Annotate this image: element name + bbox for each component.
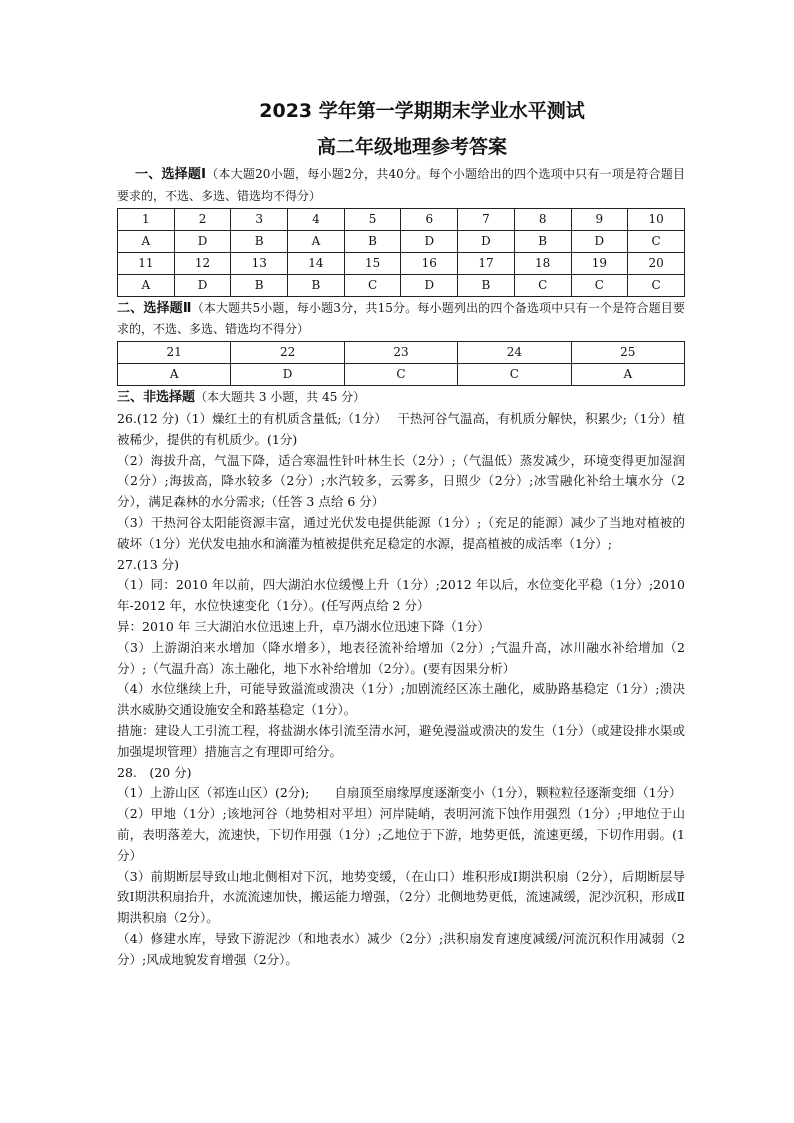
table-cell: 20 bbox=[628, 252, 685, 274]
table-cell: C bbox=[514, 274, 571, 296]
document-title: 2023 学年第一学期期末学业水平测试 bbox=[259, 100, 585, 122]
table-cell: 17 bbox=[458, 252, 515, 274]
section3-heading: 三、非选择题 bbox=[117, 390, 196, 406]
answer-content bbox=[117, 164, 685, 971]
table-cell: 9 bbox=[571, 208, 628, 230]
table-cell: D bbox=[571, 230, 628, 252]
answer-paragraph: 措施：建设人工引流工程，将盐湖水体引流至清水河，避免漫溢或溃决的发生（1分）（或建设排水渠或加强堤坝管理）措施言之有理即可给分。 bbox=[117, 722, 685, 759]
table-cell: 7 bbox=[458, 208, 515, 230]
table-cell: 8 bbox=[514, 208, 571, 230]
table-cell: B bbox=[458, 274, 515, 296]
table-cell: 18 bbox=[514, 252, 571, 274]
answer-paragraph: 27.(13 分) bbox=[117, 556, 180, 572]
answer-paragraph: 26.(12 分)（1）燥红土的有机质含量低;（1分） 干热河谷气温高，有机质分解快，积累少;（1分）植被稀少，提供的有机质少。(1分) bbox=[117, 410, 685, 447]
table-cell: B bbox=[231, 274, 288, 296]
table-cell: C bbox=[458, 364, 571, 386]
table-cell: 3 bbox=[231, 208, 288, 230]
table-cell: 19 bbox=[571, 252, 628, 274]
table-cell: 10 bbox=[628, 208, 685, 230]
document-subtitle: 高二年级地理参考答案 bbox=[316, 136, 507, 158]
answer-paragraph: （3）上游湖泊来水增加（降水增多），地表径流补给增加（2分）;气温升高，冰川融水补给增加（2分）;（气温升高）冻土融化，地下水补给增加（2分）。(要有因果分析） bbox=[117, 639, 685, 676]
table-cell: 12 bbox=[174, 252, 231, 274]
section2-heading: 二、选择题Ⅱ bbox=[117, 300, 192, 316]
table-row bbox=[118, 274, 685, 296]
table-cell: B bbox=[231, 230, 288, 252]
answer-paragraph: （4）修建水库，导致下游泥沙（和地表水）减少（2分）;洪积扇发育速度减缓/河流沉积作用减弱（2分）;风成地貌发育增强（2分）。 bbox=[117, 930, 685, 967]
table-cell: A bbox=[118, 364, 231, 386]
answer-paragraph: （1）上游山区（祁连山区）(2分); 自扇顶至扇缘厚度逐渐变小（1分），颗粒粒径逐渐变细（1分） bbox=[117, 785, 682, 801]
answer-paragraphs bbox=[117, 409, 685, 971]
table-row bbox=[118, 342, 685, 364]
table-cell: D bbox=[458, 230, 515, 252]
table-cell: C bbox=[344, 274, 401, 296]
answer-paragraph: 异：2010 年 三大湖泊水位迅速上升，卓乃湖水位迅速下降（1分） bbox=[117, 618, 490, 634]
table-cell: D bbox=[401, 230, 458, 252]
answer-paragraph: （3）干热河谷太阳能资源丰富，通过光伏发电提供能源（1分）;（充足的能源）减少了当地对植被的破坏（1分）光伏发电抽水和滴灌为植被提供充足稳定的水源，提高植被的成活率（1分）; bbox=[117, 514, 685, 551]
table-cell: A bbox=[118, 274, 175, 296]
table-cell: 15 bbox=[344, 252, 401, 274]
table-cell: 21 bbox=[118, 342, 231, 364]
table-cell: C bbox=[628, 274, 685, 296]
table-cell: 23 bbox=[344, 342, 457, 364]
table-row bbox=[118, 364, 685, 386]
table-row bbox=[118, 230, 685, 252]
section3-header bbox=[117, 387, 685, 409]
table-cell: 24 bbox=[458, 342, 571, 364]
table-cell: D bbox=[174, 274, 231, 296]
section2-header bbox=[117, 298, 685, 341]
table-cell: B bbox=[514, 230, 571, 252]
section3-note: （本大题共 3 小题，共 45 分） bbox=[195, 390, 366, 405]
table-cell: C bbox=[628, 230, 685, 252]
answer-paragraph: （2）甲地（1分）;该地河谷（地势相对平坦）河岸陡峭，表明河流下蚀作用强烈（1分）;甲地位于山前，表明落差大，流速快，下切作用强（1分）;乙地位于下游，地势更低，流速更缓，下切作用弱。(1分） bbox=[117, 806, 685, 863]
answer-paragraph: （1）同：2010 年以前，四大湖泊水位缓慢上升（1分）;2012 年以后，水位变化平稳（1分）;2010 年-2012 年，水位快速变化（1分）。(任写两点给 2 分） bbox=[117, 577, 685, 614]
section2-answer-table bbox=[117, 341, 685, 386]
table-cell: D bbox=[174, 230, 231, 252]
table-cell: D bbox=[401, 274, 458, 296]
table-cell: 4 bbox=[288, 208, 345, 230]
section1-note: （本大题20小题，每小题2分，共40分。每个小题给出的四个选项中只有一项是符合题目要求的，不选、多选、错选均不得分） bbox=[117, 167, 685, 203]
answer-paragraph: （4）水位继续上升，可能导致溢流或溃决（1分）;加剧流经区冻土融化，威胁路基稳定（1分）;溃决洪水威胁交通设施安全和路基稳定（1分）。 bbox=[117, 681, 685, 718]
section1-answer-table bbox=[117, 208, 685, 297]
table-cell: 22 bbox=[231, 342, 344, 364]
table-cell: 1 bbox=[118, 208, 175, 230]
table-cell: 13 bbox=[231, 252, 288, 274]
section2-note: （本大题共5小题，每小题3分，共15分。每小题列出的四个备选项中只有一个是符合题目要求的，不选、多选、错选均不得分） bbox=[117, 300, 685, 337]
table-cell: 2 bbox=[174, 208, 231, 230]
table-cell: A bbox=[571, 364, 684, 386]
answer-paragraph: （3）前期断层导致山地北侧相对下沉，地势变缓，（在山口）堆积形成Ⅰ期洪积扇（2分），后期断层导致Ⅰ期洪积扇抬升，水流流速加快，搬运能力增强，（2分）北侧地势更低，流速减缓，泥沙沉积，形成Ⅱ期洪积扇（2分）。 bbox=[117, 868, 685, 926]
table-cell: 16 bbox=[401, 252, 458, 274]
table-cell: A bbox=[118, 230, 175, 252]
table-row bbox=[118, 252, 685, 274]
answer-paragraph: （2）海拔升高，气温下降，适合寒温性针叶林生长（2分）;（气温低）蒸发减少，环境变得更加湿润（2分）;海拔高，降水较多（2分）;水汽较多，云雾多，日照少（2分）;冰雪融化补给土壤水分（2分），满足森林的水分需求;（任答 3 点给 6 分） bbox=[117, 452, 685, 510]
table-row bbox=[118, 208, 685, 230]
table-cell: C bbox=[571, 274, 628, 296]
table-cell: B bbox=[344, 230, 401, 252]
answer-paragraph: 28. (20 分) bbox=[117, 764, 192, 780]
table-cell: 11 bbox=[118, 252, 175, 274]
table-cell: D bbox=[231, 364, 344, 386]
section1-header bbox=[117, 164, 685, 207]
table-cell: A bbox=[288, 230, 345, 252]
table-cell: 25 bbox=[571, 342, 684, 364]
table-cell: 14 bbox=[288, 252, 345, 274]
section1-heading: 一、选择题Ⅰ bbox=[135, 167, 207, 182]
table-cell: B bbox=[288, 274, 345, 296]
table-cell: 6 bbox=[401, 208, 458, 230]
table-cell: C bbox=[344, 364, 457, 386]
table-cell: 5 bbox=[344, 208, 401, 230]
